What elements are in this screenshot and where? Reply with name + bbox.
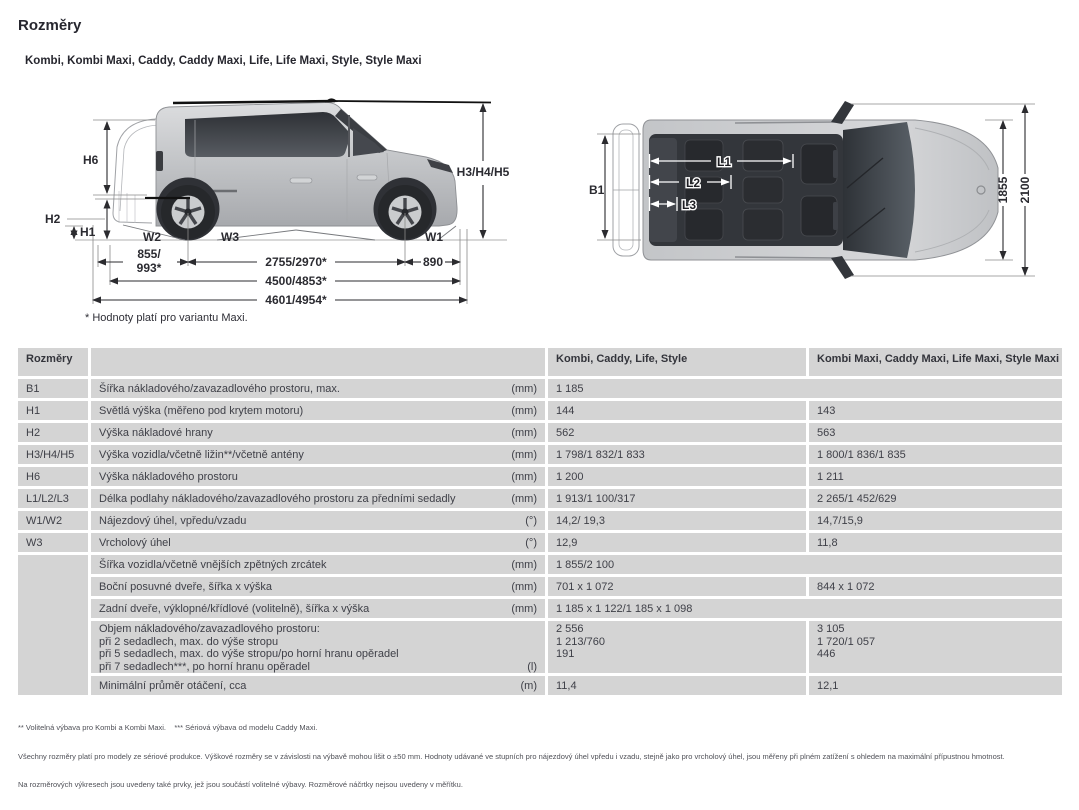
row-description: Objem nákladového/zavazadlového prostoru: při 2 sedadlech, max. do výše stropu při 5 sedadlech, max. do výše stropu/po horní hranu opěradel při 7 sedadlech***, po horní hranu opěradel (l) (91, 621, 545, 673)
label-b1: B1 (589, 183, 605, 197)
label-front-overhang: 890 (422, 255, 444, 269)
label-l2: L2 (685, 176, 701, 190)
row-value-maxi: 2 265/1 452/629 (809, 489, 1062, 508)
top-view-diagram (585, 88, 1063, 298)
row-code: H6 (18, 467, 88, 486)
label-w2: W2 (143, 230, 161, 244)
row-value-standard: 701 x 1 072 (548, 577, 806, 596)
row-code: W1/W2 (18, 511, 88, 530)
row-value-standard: 144 (548, 401, 806, 420)
row-description: Šířka nákladového/zavazadlového prostoru, max. (mm) (91, 379, 545, 398)
row-value-maxi: 143 (809, 401, 1062, 420)
row-value-span: 1 855/2 100 (548, 555, 1062, 574)
footnotes (18, 706, 1066, 810)
row-value-maxi: 11,8 (809, 533, 1062, 552)
label-l1: L1 (716, 155, 732, 169)
row-value-maxi: 3 105 1 720/1 057 446 (809, 621, 1062, 673)
page-subtitle: Kombi, Kombi Maxi, Caddy, Caddy Maxi, Life, Life Maxi, Style, Style Maxi (25, 55, 422, 67)
label-h6: H6 (83, 153, 99, 167)
label-w3: W3 (221, 230, 239, 244)
footnote-line: Na rozměrových výkresech jsou uvedeny také prvky, jež jsou součástí volitelné výbavy. Rozměrové náčrtky nejsou uvedeny v měřítku. (18, 780, 463, 790)
row-value-standard: 1 913/1 100/317 (548, 489, 806, 508)
row-description: Šířka vozidla/včetně vnějších zpětných zrcátek (mm) (91, 555, 545, 574)
footnote-line: ** Volitelná výbava pro Kombi a Kombi Maxi. *** Sériová výbava od modelu Caddy Maxi. (18, 723, 318, 732)
row-value-span: 1 185 x 1 122/1 185 x 1 098 (548, 599, 1062, 618)
page-title: Rozměry (18, 17, 82, 34)
van-top-illustration (613, 101, 998, 279)
row-code: H2 (18, 423, 88, 442)
row-description: Vrcholový úhel (°) (91, 533, 545, 552)
row-description: Minimální průměr otáčení, cca (m) (91, 676, 545, 695)
row-value-standard: 2 556 1 213/760 191 (548, 621, 806, 673)
header-maxi: Kombi Maxi, Caddy Maxi, Life Maxi, Style Maxi (809, 348, 1062, 376)
row-description: Zadní dveře, výklopné/křídlové (volitelně), šířka x výška (mm) (91, 599, 545, 618)
row-value-standard: 11,4 (548, 676, 806, 695)
row-value-maxi: 1 211 (809, 467, 1062, 486)
label-rear-overhang-2: 993* (136, 261, 162, 275)
row-code: H1 (18, 401, 88, 420)
row-code: W3 (18, 533, 88, 552)
row-value-maxi: 563 (809, 423, 1062, 442)
maxi-note: * Hodnoty platí pro variantu Maxi. (85, 312, 248, 324)
row-value-maxi: 844 x 1 072 (809, 577, 1062, 596)
row-value-maxi: 1 800/1 836/1 835 (809, 445, 1062, 464)
label-h1: H1 (80, 225, 96, 239)
header-rozmery: Rozměry (18, 348, 88, 376)
row-value-span: 1 185 (548, 379, 1062, 398)
row-code: B1 (18, 379, 88, 398)
row-value-standard: 562 (548, 423, 806, 442)
row-description: Světlá výška (měřeno pod krytem motoru) (mm) (91, 401, 545, 420)
label-width-mirrors: 2100 (1018, 176, 1032, 204)
row-value-standard: 1 200 (548, 467, 806, 486)
row-description: Výška vozidla/včetně ližin**/včetně antény (mm) (91, 445, 545, 464)
row-value-maxi: 12,1 (809, 676, 1062, 695)
label-l3: L3 (682, 198, 697, 212)
side-view-diagram (35, 95, 540, 330)
row-code: H3/H4/H5 (18, 445, 88, 464)
dimensions-table (18, 348, 1062, 695)
label-length-b: 4601/4954* (265, 293, 327, 307)
section-merged-code-cell (18, 555, 88, 695)
label-length-a: 4500/4853* (265, 274, 327, 288)
footnote-line: Všechny rozměry platí pro modely ze sériové produkce. Výškové rozměry se v závislosti na výbavě mohou lišit o ±50 mm. Hodnoty udávané ve stupních pro nájezdový úhel vpředu i vzadu, stejně jako pro vrcholový úhel, jsou měřeny při plném zatížení s ohledem na maximální přípustnou hmotnost. (18, 751, 1005, 761)
row-code: L1/L2/L3 (18, 489, 88, 508)
row-value-standard: 1 798/1 832/1 833 (548, 445, 806, 464)
label-h3h4h5: H3/H4/H5 (456, 165, 510, 179)
label-wheelbase: 2755/2970* (265, 255, 327, 269)
label-h2: H2 (45, 212, 61, 226)
row-description: Délka podlahy nákladového/zavazadlového prostoru za předními sedadly (mm) (91, 489, 545, 508)
header-standard: Kombi, Caddy, Life, Style (548, 348, 806, 376)
row-description: Výška nákladového prostoru (mm) (91, 467, 545, 486)
row-description: Nájezdový úhel, vpředu/vzadu (°) (91, 511, 545, 530)
row-description: Boční posuvné dveře, šířka x výška (mm) (91, 577, 545, 596)
row-value-standard: 12,9 (548, 533, 806, 552)
row-value-maxi: 14,7/15,9 (809, 511, 1062, 530)
row-value-standard: 14,2/ 19,3 (548, 511, 806, 530)
label-rear-overhang-1: 855/ (137, 247, 161, 261)
label-w1: W1 (425, 230, 443, 244)
row-description: Výška nákladové hrany (mm) (91, 423, 545, 442)
label-width-body: 1855 (996, 176, 1010, 204)
header-desc (91, 348, 545, 376)
